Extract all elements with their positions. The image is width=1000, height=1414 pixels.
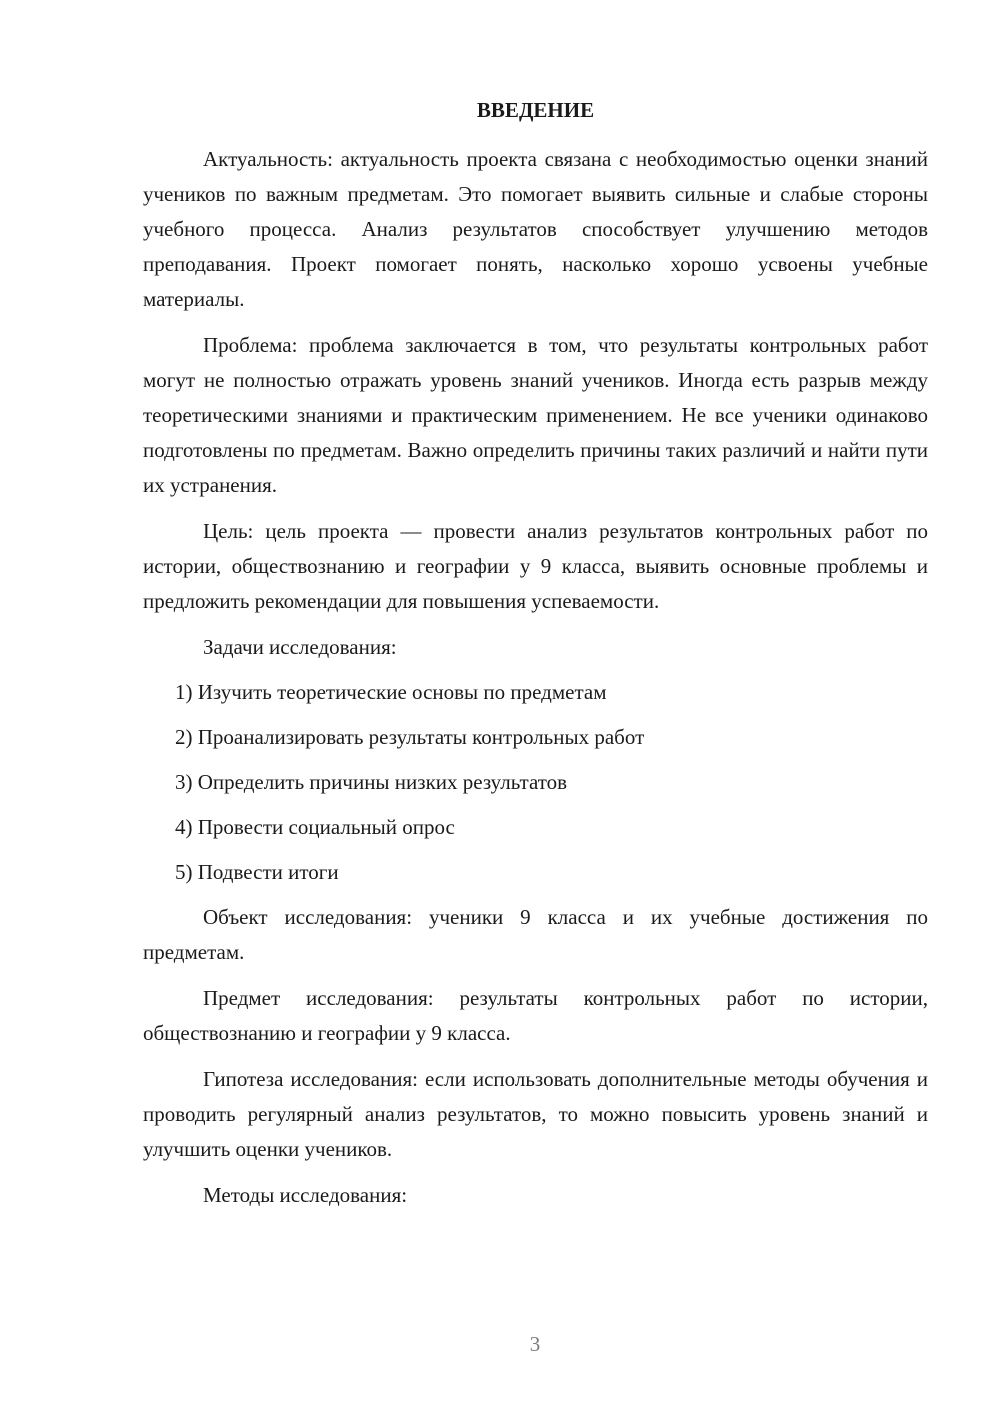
- page-title: ВВЕДЕНИЕ: [476, 98, 595, 122]
- paragraph-goal: Цель: цель проекта — провести анализ результатов контрольных работ по истории, обществознанию и географии у 9 класса, выявить основные проблемы и предложить рекомендации для повышения успеваемости.: [143, 519, 928, 613]
- task-list: [143, 675, 928, 890]
- paragraph-subject: Предмет исследования: результаты контрольных работ по истории, обществознанию и географии у 9 класса.: [143, 986, 928, 1045]
- paragraph-problem: Проблема: проблема заключается в том, что результаты контрольных работ могут не полностью отражать уровень знаний учеников. Иногда есть разрыв между теоретическими знаниями и практическим применением. Не все ученики одинаково подготовлены по предметам. Важно определить причины таких различий и найти пути их устранения.: [143, 333, 928, 497]
- page-content: [143, 94, 928, 1223]
- methods-heading: Методы исследования:: [203, 1183, 408, 1207]
- list-item: 5) Подвести итоги: [175, 860, 339, 884]
- page-number: 3: [529, 1332, 541, 1356]
- list-item: 1) Изучить теоретические основы по предметам: [175, 680, 607, 704]
- list-item: 4) Провести социальный опрос: [175, 815, 455, 839]
- paragraph-relevance: Актуальность: актуальность проекта связана с необходимостью оценки знаний учеников по важным предметам. Это помогает выявить сильные и слабые стороны учебного процесса. Анализ результатов способствует улучшению методов преподавания. Проект помогает понять, насколько хорошо усвоены учебные материалы.: [143, 147, 928, 311]
- paragraph-object: Объект исследования: ученики 9 класса и их учебные достижения по предметам.: [143, 905, 928, 964]
- paragraph-hypothesis: Гипотеза исследования: если использовать дополнительные методы обучения и проводить регулярный анализ результатов, то можно повысить уровень знаний и улучшить оценки учеников.: [143, 1067, 928, 1161]
- list-item: 3) Определить причины низких результатов: [175, 770, 568, 794]
- tasks-heading: Задачи исследования:: [203, 635, 397, 659]
- list-item: 2) Проанализировать результаты контрольных работ: [175, 725, 645, 749]
